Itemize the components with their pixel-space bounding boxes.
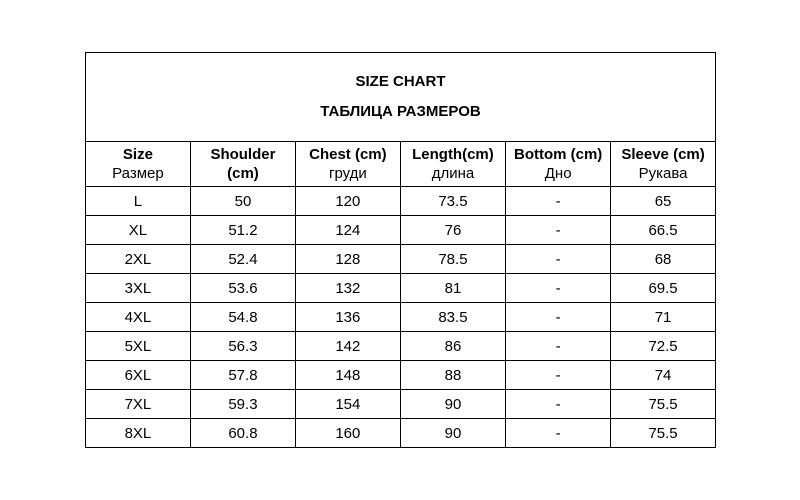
column-header-en: Size: [122, 146, 153, 163]
table-row: [86, 390, 716, 419]
table-cell: -: [506, 332, 611, 361]
table-cell: 120: [296, 187, 401, 216]
column-header-en: Sleeve (cm): [621, 146, 705, 163]
column-header: [611, 142, 716, 187]
column-header: [506, 142, 611, 187]
column-header-ru: груди: [328, 165, 367, 182]
table-cell: -: [506, 216, 611, 245]
table-cell: 90: [400, 390, 506, 419]
column-header: [190, 142, 295, 187]
table-cell: 50: [190, 187, 295, 216]
table-cell: 76: [400, 216, 506, 245]
table-cell: -: [506, 303, 611, 332]
table-cell: -: [506, 390, 611, 419]
table-row: [86, 332, 716, 361]
size-chart-table: [85, 52, 716, 448]
title-english: SIZE CHART: [355, 73, 446, 90]
table-cell: -: [506, 361, 611, 390]
table-cell: 53.6: [190, 274, 295, 303]
table-cell: 132: [296, 274, 401, 303]
column-header-ru: Размер: [112, 165, 164, 182]
column-header-ru: Рукава: [638, 165, 688, 182]
table-cell: 75.5: [611, 390, 716, 419]
table-cell: L: [86, 187, 191, 216]
table-cell: 128: [296, 245, 401, 274]
column-header-ru: (cm): [227, 165, 259, 182]
table-cell: 124: [296, 216, 401, 245]
column-header: [296, 142, 401, 187]
table-cell: 69.5: [611, 274, 716, 303]
table-cell: 6XL: [86, 361, 191, 390]
table-cell: 65: [611, 187, 716, 216]
table-cell: 160: [296, 419, 401, 448]
table-cell: 75.5: [611, 419, 716, 448]
table-cell: 66.5: [611, 216, 716, 245]
table-cell: 148: [296, 361, 401, 390]
table-cell: -: [506, 419, 611, 448]
table-cell: 72.5: [611, 332, 716, 361]
table-cell: 68: [611, 245, 716, 274]
table-cell: 54.8: [190, 303, 295, 332]
table-cell: 74: [611, 361, 716, 390]
table-cell: 86: [400, 332, 506, 361]
table-cell: 5XL: [86, 332, 191, 361]
table-cell: 83.5: [400, 303, 506, 332]
table-cell: -: [506, 187, 611, 216]
table-cell: 88: [400, 361, 506, 390]
table-cell: 136: [296, 303, 401, 332]
table-cell: 71: [611, 303, 716, 332]
header-row: [86, 142, 716, 187]
table-cell: 7XL: [86, 390, 191, 419]
table-cell: 2XL: [86, 245, 191, 274]
table-row: [86, 303, 716, 332]
column-header-en: Bottom (cm): [513, 146, 603, 163]
table-cell: 8XL: [86, 419, 191, 448]
table-row: [86, 419, 716, 448]
table-cell: 78.5: [400, 245, 506, 274]
column-header-en: Length(cm): [412, 146, 494, 163]
table-cell: 52.4: [190, 245, 295, 274]
table-cell: 4XL: [86, 303, 191, 332]
column-header: [400, 142, 506, 187]
table-row: [86, 187, 716, 216]
column-header-ru: длина: [431, 165, 475, 182]
column-header-en: Chest (cm): [309, 146, 387, 163]
table-cell: -: [506, 274, 611, 303]
table-row: [86, 245, 716, 274]
table-cell: 73.5: [400, 187, 506, 216]
table-cell: XL: [86, 216, 191, 245]
table-cell: 142: [296, 332, 401, 361]
table-cell: 60.8: [190, 419, 295, 448]
table-cell: 59.3: [190, 390, 295, 419]
table-cell: 56.3: [190, 332, 295, 361]
table-cell: -: [506, 245, 611, 274]
table-row: [86, 216, 716, 245]
chart-title: [86, 53, 716, 142]
table-cell: 57.8: [190, 361, 295, 390]
table-row: [86, 361, 716, 390]
table-cell: 90: [400, 419, 506, 448]
title-russian: ТАБЛИЦА РАЗМЕРОВ: [320, 103, 481, 120]
table-cell: 3XL: [86, 274, 191, 303]
column-header: [86, 142, 191, 187]
table-row: [86, 274, 716, 303]
table-cell: 81: [400, 274, 506, 303]
table-cell: 51.2: [190, 216, 295, 245]
table-cell: 154: [296, 390, 401, 419]
column-header-ru: Дно: [544, 165, 572, 182]
column-header-en: Shoulder: [210, 146, 276, 163]
